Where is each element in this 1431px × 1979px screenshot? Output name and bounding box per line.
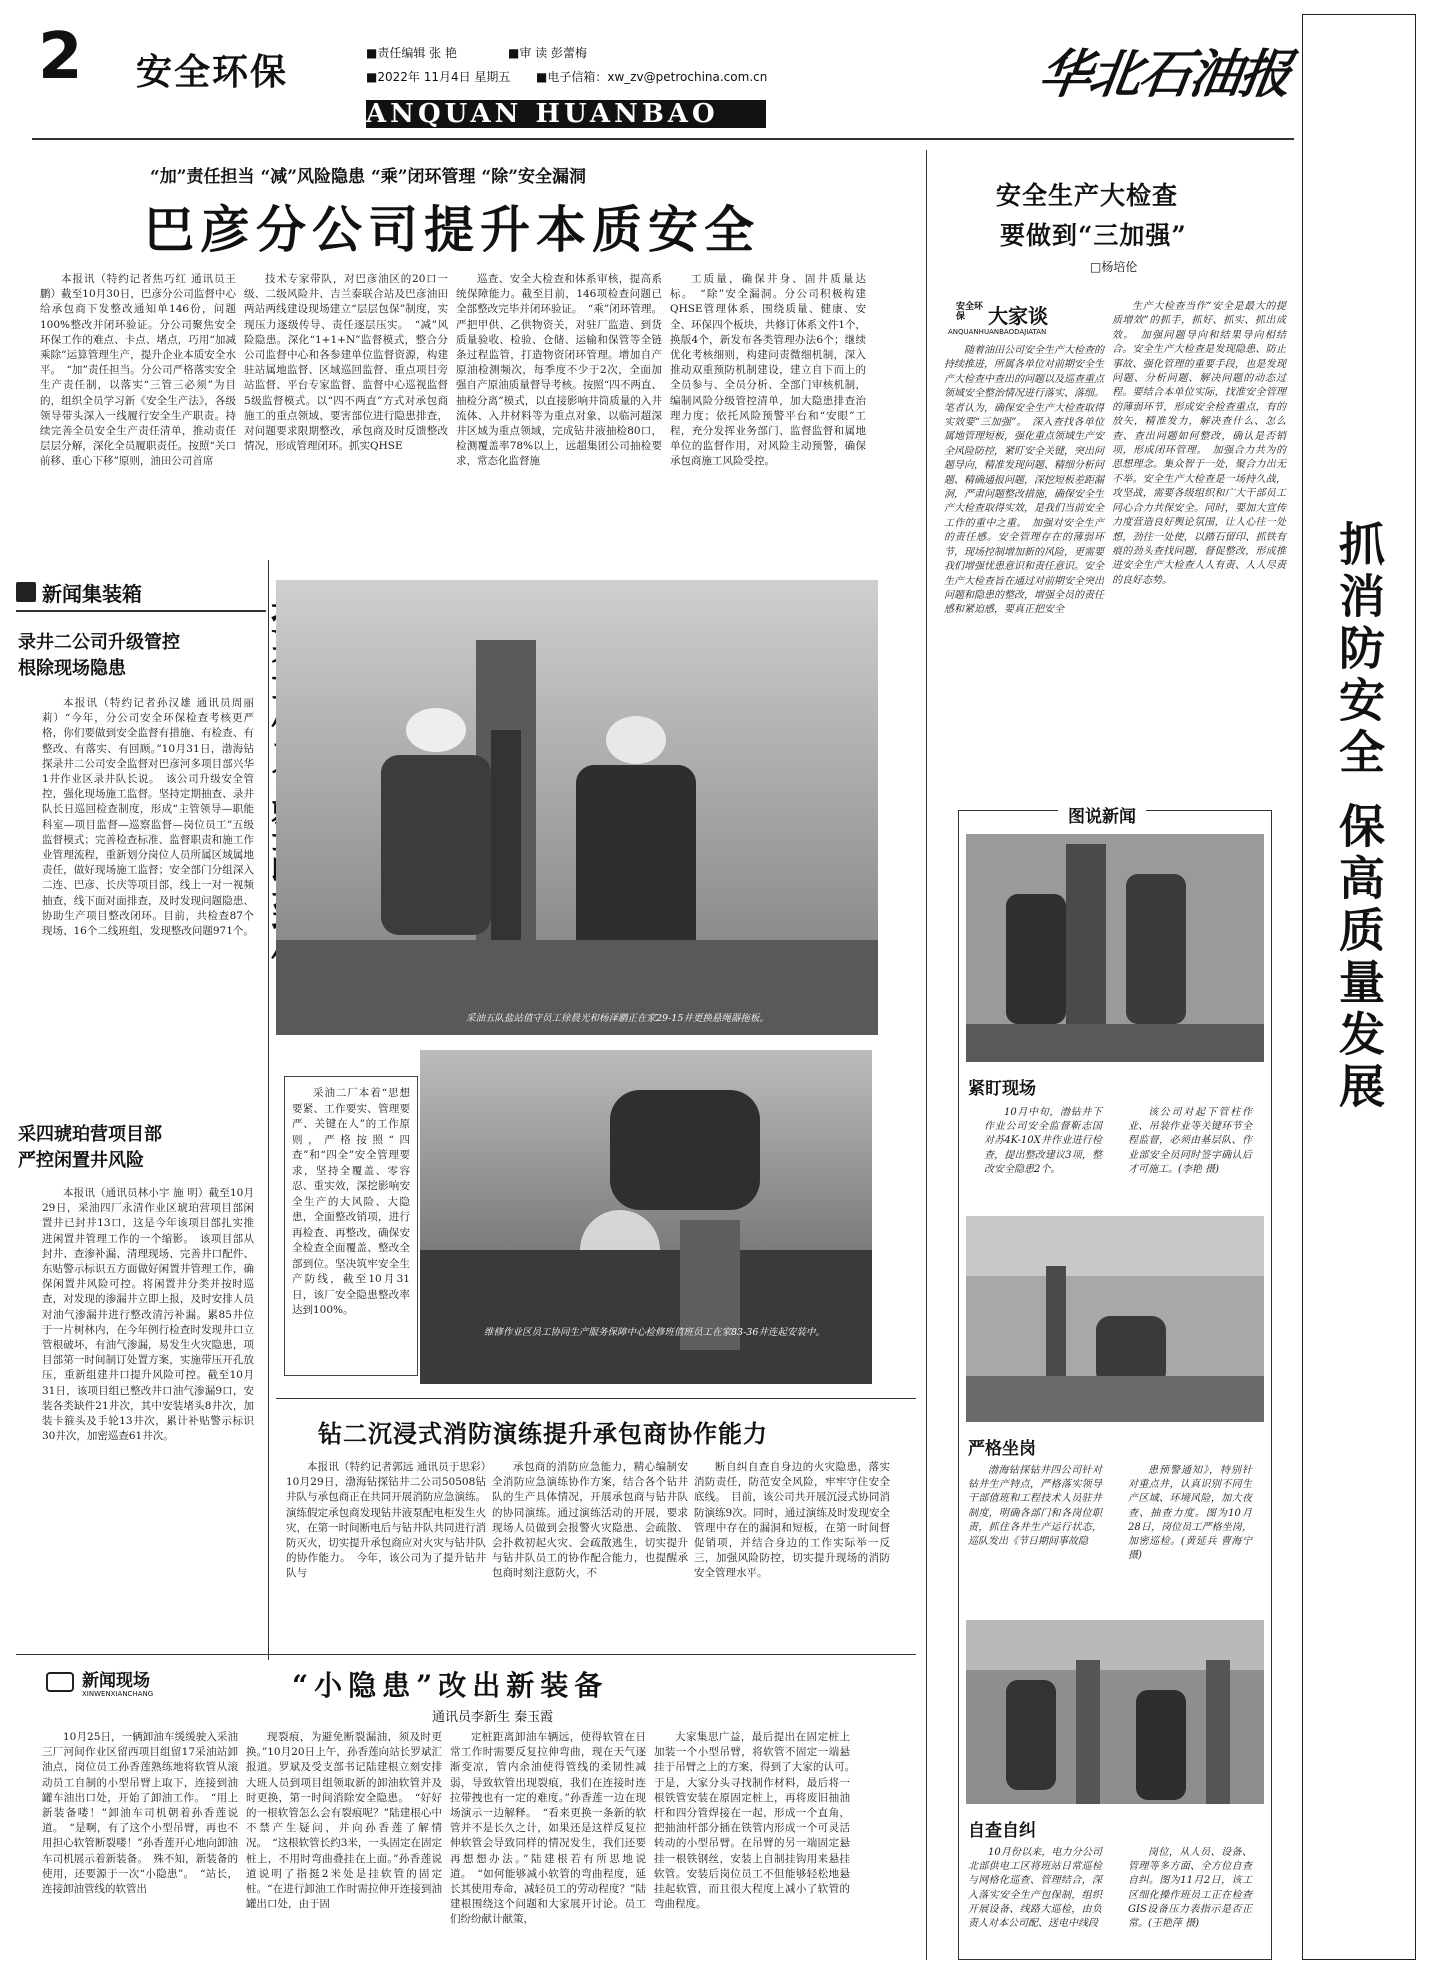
drill-col-1: 本报讯（特约记者郭远 通讯员于思彩）10月29日，渤海钻探钻井二公司50508钻井队与承包商正在共同开展消防应急演练。演练假定承包商发现钻井液泵配电柜发生火灾，在第一时间断电后与钻井队共同进行消防灭火，切实提升承包商应对火灾与钻井队的协作能力。 今年，该公司为了提升钻井队与 bbox=[286, 1461, 486, 1580]
photo-news-3-col-2: 岗位，从人员、设备、管理等多方面、全方位自查自纠。图为11月2日，该工区细化操作班员工正在检查GIS设备压力表指示是否正常。(王艳萍 摄) bbox=[1128, 1847, 1252, 1930]
photo-news-2 bbox=[966, 1216, 1264, 1422]
section-pinyin: ANQUAN HUANBAO bbox=[366, 99, 719, 129]
lead-divider bbox=[926, 150, 927, 810]
column-name: 大家谈 bbox=[988, 304, 1048, 328]
feature-body-frame bbox=[284, 1076, 418, 1376]
photo-news-2-col-1: 渤海钻探钻井四公司针对钻井生产特点，严格落实领导干部值班和工程技术人员驻井制度，明确各部门和各岗位职责，抓住各井生产运行状态，巡队发出《节日期间事故隐 bbox=[968, 1465, 1102, 1548]
feature-body: 采油二厂本着“思想要紧、工作要实、管理要严、关键在人”的工作原则，严格按照“四查”和“四全”安全管理要求，坚持全覆盖、零容忍、重实效，深挖影响安全生产的大风险、大隐患，全面整改销项，进行再检查、再整改，确保安全检查全面覆盖、整改全部到位。坚决筑牢安全生产防线，截至10月31日，该厂安全隐患整改率达到100%。 bbox=[292, 1087, 410, 1316]
news-item-1-title-2: 根除现场隐患 bbox=[18, 658, 126, 679]
feature-photo-1-image bbox=[276, 580, 878, 1035]
vertical-slogan: 抓消防安全 保高质量发展 bbox=[1332, 520, 1386, 1115]
photo-news-1 bbox=[966, 834, 1264, 1062]
lead-col-1: 本报讯（特约记者焦巧红 通讯员王鹏）截至10月30日，巴彦分公司监督中心给承包商下发整改通知单146份，问题100%整改并闭环验证。分公司聚焦安全环保工作的难点、卡点、堵点，巧用“加减乘除”运算管理生产，提升企业本质安全水平。 “加”责任担当。分公司严格落实安全生产责任制，以落实“三管三必须”为目的，组织全员学习新《安全生产法》，各级领导带头深入一线履行安全生产职责。持续完善全员安全生产责任清单，推动责任层层分解，深化全员履职责任。按照“关口前移、重心下移”原则，油田公司首席 bbox=[40, 273, 236, 468]
header-rule bbox=[32, 138, 1294, 140]
feature-photo-2-caption: 维修作业区员工协同生产服务保障中心检修班值班员工在家83-36井连起安装中。 bbox=[484, 1327, 825, 1338]
photo-news-2-image bbox=[966, 1216, 1264, 1422]
lead-col-2: 技术专家带队，对巴彦油区的20口一级、二级风险井、吉兰泰联合站及巴彦油田两站两线建设现场建立“层层包保”制度，实现压力逐级传导、责任逐层压实。 “减”风险隐患。深化“1+1+N”监督模式，整合分公司监督中心和各参建单位监督资源，构建驻站属地监督、区域巡回监督、重点项目旁站监督、平台专家监督、监督中心巡视监督5级监督模式。以“四不两直”方式对承包商施工的重点领域、要害部位进行隐患排查，对问题要求限期整改，承包商及时反馈整改情况，形成管理闭环。抓实QHSE bbox=[244, 273, 448, 453]
scene-label: 新闻现场 bbox=[82, 1671, 150, 1691]
commentary-col-1: 随着油田公司安全生产大检查的持续推进，所属各单位对前期安全生产大检查中查出的问题以及巡查重点领域安全整治情况进行落实、落细。笔者认为，确保安全生产大检查取得实效要“三加强”。 深入查找各单位属地管理短板，强化重点领域生产安全风险防控，紧盯安全关键，突出问题导向，精准发现问题、精细分析问题、精确通报问题，深挖短板差距漏洞，严肃问题整改措施，确保安全生产大检查取得实效，是我们当前安全工作的重中之重。 加强对安全生产的责任感。安全管理存在的薄弱环节，现场控制增加新的风险，更需要我们增强忧患意识和责任意识。安全生产大检查旨在通过对前期安全突出问题和隐患的整改，增强全员的责任感和紧迫感，要真正把安全 bbox=[944, 345, 1104, 616]
drill-col-2: 承包商的消防应急能力，精心编制安全消防应急演练协作方案，结合各个钻井队的生产具体情况，开展承包商与钻井队的协同演练。通过演练活动的开展，要求现场人员做到会报警火灾隐患、会疏散、会扑救初起火灾、会疏散逃生，切实提升与钻井队员工的协作配合能力，也提醒承包商时刻注意防火，不 bbox=[492, 1461, 688, 1580]
news-item-2-title-2: 严控闲置井风险 bbox=[18, 1150, 144, 1171]
scene-title: “小隐患”改出新装备 bbox=[292, 1669, 609, 1702]
commentary-title-1: 安全生产大检查 bbox=[996, 181, 1179, 210]
photo-news-header: 图说新闻 bbox=[1058, 802, 1146, 827]
news-box-icon bbox=[16, 582, 36, 602]
photo-news-3-col-1: 10月份以来，电力分公司北部供电工区将班站日常巡检与网格化巡查、管理结合，深入落实安全生产包保制，组织开展设备、线路大巡检，由负责人对本公司配、送电中线段 bbox=[968, 1847, 1102, 1930]
lead-col-4: 工质量，确保井身、固井质量达标。 “除”安全漏洞。分公司积极构建QHSE管理体系，围绕质量、健康、安全、环保四个板块，共修订体系文件1个，换版4个，新发布各类管理办法6个；继续优化考核细则，构建问责微细机制，深入推动双重预防机制建设，建立自下而上的全员参与、全员分析、全部门审核机制，编制风险分级管控清单，加大隐患排查治理力度；依托风险预警平台和“安眼”工程，充分发挥业务部门、监督监督和属地单位的监督作用，对风险主动预警，确保承包商施工风险受控。 bbox=[670, 273, 866, 468]
masthead-logo: 华北石油报 bbox=[1035, 44, 1294, 105]
drill-col-3: 断自纠自查自身边的火灾隐患，落实消防责任，防范安全风险，牢牢守住安全底线。 目前，该公司共开展沉浸式协同消防演练9次。同时，通过演练及时发现安全管理中存在的漏洞和短板，在第一时间督促销项，并结合身边的工作实际举一反三，加强风险防控，切实提升现场的消防安全管理水平。 bbox=[694, 1461, 890, 1580]
commentary-title-2: 要做到“三加强” bbox=[1000, 221, 1187, 250]
news-item-2-title-1: 采四琥珀营项目部 bbox=[18, 1124, 162, 1145]
date-info: ■2022年 11月4日 星期五 bbox=[366, 70, 511, 84]
photo-news-1-image bbox=[966, 834, 1264, 1062]
photo-news-3 bbox=[966, 1620, 1264, 1804]
email-info: ■电子信箱：xw_zv@petrochina.com.cn bbox=[536, 70, 768, 84]
news-item-2-body: 本报讯（通讯员林小宇 施 明）截至10月29日，采油四厂永清作业区琥珀营项目部闲置井已封井13口，这是今年该项目部扎实推进闲置井管理工作的一个缩影。 该项目部从封井、查渗补漏、清理现场、完善井口配件、东贴警示标识五方面做好闲置井管理工作，确保闲置井风险可控。将闲置井分类并按时巡查，对发现的渗漏井立即上报，及时安排人员对油气渗漏井进行整改清污补漏。累85井位于一片树林内，在今年例行检查时发现井口立管根破坏，有油气渗漏，易发生火灾隐患，项目部第一时间制订处置方案，实施带压开孔放压，重新组建井口提升风险可控。截至10月31日，该项目组已整改井口油气渗漏9口，安装各类缺件21井次，其中安装堵头8井次，加装卡箍头及手轮13井次，累计补贴警示标识30井次，加密巡查61井次。 bbox=[42, 1187, 254, 1443]
editor-info: ■责任编辑 张 艳 bbox=[366, 46, 457, 60]
scene-col-4: 大家集思广益，最后提出在固定桩上加装一个小型吊臂，将软管不固定一端悬挂于吊臂之上的方案，得到了大家的认可。 于是，大家分头寻找制作材料，最后将一根铁管安装在原固定桩上，再将废旧抽油杆和四分管焊接在一起，形成一个直角，把抽油杆部分插在铁管内形成一个可灵活转动的小型吊臂。在吊臂的另一端固定悬挂一根铁钢丝，安装上自制挂钩用来悬挂软管。安装后岗位员工不但能够轻松地悬挂起软管，而且很大程度上减小了软管的弯曲程度。 bbox=[654, 1731, 861, 1911]
feature-photo-1 bbox=[276, 580, 878, 1035]
news-item-1-body: 本报讯（特约记者孙汉雄 通讯员周丽莉）“今年，分公司安全环保检查考核更严格，你们要做到安全监督有措施、有检查、有整改、有落实、有回顾。”10月31日，渤海钻探录井二公司安全监督对巴彦河多项目部兴华1井作业区录井队长说。 该公司升级安全管控，强化现场施工监督。坚持定期抽查、录井队长日巡回检查制度，形成“主管领导—职能科室—项目监督—巡察监督—岗位员工”五级监督模式；完善检查标准、监督职责和施工作业管理流程，重新划分岗位人员所属区域属地责任，做好现场施工监督；安全部门分组深入二连、巴彦、长庆等项目部，线上一对一视频抽查，线下面对面排查，及时发现问题隐患、协助生产项目整改闭环。目前，共检查87个现场、16个二线班组，发现整改问题971个。 bbox=[42, 697, 254, 938]
drill-rule bbox=[276, 1398, 916, 1399]
page-number: 2 bbox=[38, 20, 83, 94]
news-box-rule bbox=[16, 610, 266, 612]
feature-right-divider bbox=[926, 810, 927, 1960]
lead-kicker: “加”责任担当 “减”风险隐患 “乘”闭环管理 “除”安全漏洞 bbox=[150, 167, 586, 187]
commentary-logo bbox=[940, 300, 1090, 340]
photo-news-1-title: 紧盯现场 bbox=[968, 1079, 1036, 1099]
lead-title: 巴彦分公司提升本质安全 bbox=[144, 201, 760, 259]
photo-news-2-title: 严格坐岗 bbox=[968, 1439, 1036, 1459]
feature-photo-1-caption: 采油五队盐站值守员工徐晨光和杨泽鹏正在家29-15井更换悬绳器拖板。 bbox=[466, 1013, 769, 1024]
photo-news-3-image bbox=[966, 1620, 1264, 1804]
scene-label-box bbox=[46, 1666, 226, 1706]
column-pinyin: ANQUANHUANBAODAJIATAN bbox=[948, 328, 1047, 336]
scene-rule bbox=[16, 1654, 916, 1655]
photo-news-1-col-1: 10月中旬，渤钻井下作业公司安全监督靳志国对苏4K-10X井作业进行检查，提出整改建议3项，整改安全隐患2个。 bbox=[984, 1107, 1102, 1175]
scene-pinyin: XINWENXIANCHANG bbox=[82, 1690, 154, 1698]
photo-news-1-col-2: 该公司对起下管柱作业、吊装作业等关键环节全程监督，必须由基层队、作业部安全员同时签字确认后才可施工。(李艳 摄) bbox=[1128, 1107, 1252, 1175]
column-tag: 安全环保 bbox=[956, 302, 984, 322]
commentary-col-2: 生产大检查当作“安全是最大的提质增效”的抓手，抓好、抓实、抓出成效。 加强问题导向和结果导向相结合。安全生产大检查是发现隐患、防止事故、强化管理的重要手段，也是发现问题、分析问题、解决问题的动态过程。要结合本单位实际，找准安全管理的薄弱环节，形成安全检查重点，有的放矢，精准发力，解决查什么、怎么查、查出问题如何整改，确认是否销项，形成闭环管理。 加强合力共为的思想理念。集众智于一处，聚合力出无不举。安全生产大检查是一场持久战，攻坚战，需要各级组织和广大干部员工同心合力共保安全。同时，要加大宣传力度营造良好舆论氛围，让人心往一处想，劲往一处使，以踏石留印、抓铁有痕的劲头查找问题，督促整改，形成推进安全生产大检查人人有责、人人尽责的良好态势。 bbox=[1112, 301, 1286, 586]
commentary-author: □杨培伦 bbox=[1090, 260, 1138, 274]
scene-col-3: 定桩距离卸油车辆远，使得软管在日常工作时需要反复拉伸弯曲，现在天气逐渐变凉，管内余油使得管线的柔韧性减弱，导致软管出现裂痕，我们在连接时连拉带拽也有一定的难度。”孙香莲一边在现场演示一边解释。 “看来更换一条新的软管并不是长久之计，如果还是这样反复拉伸软管会导致同样的情况发生，我们还要再想想办法。”陆建根若有所思地说道。 “如何能够减小软管的弯曲程度，延长其使用寿命，减轻员工的劳动程度？”陆建根围绕这个问题和大家展开讨论。员工们纷纷献计献策， bbox=[450, 1731, 646, 1926]
drill-title: 钻二沉浸式消防演练提升承包商协作能力 bbox=[318, 1419, 768, 1448]
scene-byline: 通讯员李新生 秦玉霞 bbox=[432, 1710, 554, 1725]
scene-col-2: 现裂痕，为避免断裂漏油，须及时更换。”10月20日上午，孙香莲向站长罗斌汇报道。罗斌及受支部书记陆建根立刻安排大班人员到项目组领取新的卸油软管并及时更换，第一时间消除安全隐患。 “好好的一根软管怎么会有裂痕呢？”陆建根心中不禁产生疑问，并向孙香莲了解情况。 “这根软管长约3米，一头固定在固定桩上，不用时弯曲叠挂在上面。”孙香莲说道说明了指挺2米处是挂软管的固定桩。“在进行卸油工作时需拉伸开连接到油罐出口处，由于固 bbox=[246, 1731, 442, 1911]
scene-col-1: 10月25日，一辆卸油车缓缓驶入采油三厂河间作业区留西项目组留17采油站卸油点，岗位员工孙香莲熟练地将软管从滚动员工自制的小型吊臂上取下，连接到油罐车油出口处，开始了卸油工作。 “用上新装备喽！”卸油车司机朝着孙香莲说道。 “是啊，有了这个小型吊臂，再也不用担心软管断裂喽！”孙香莲开心地向卸油车司机展示着新装备。 殊不知，新装备的使用，还要源于一次“小隐患”。 “站长，连接卸油管线的软管出 bbox=[42, 1731, 238, 1896]
news-box-title: 新闻集装箱 bbox=[42, 582, 142, 606]
section-name: 安全环保 bbox=[136, 52, 289, 93]
lead-col-3: 巡查、安全大检查和体系审核，提高系统保障能力。截至目前，146项检查问题已全部整改完毕并闭环验证。 “乘”闭环管理。严把甲供、乙供物资关，对驻厂监造、到货质量验收、检验、仓储、运输和保管等全链条过程监管，打造物资闭环管理。增加自产原油检测频次，每季度不少于2次，全面加强自产原油质量督导考核。按照“四不两直、抽检分离”模式，以直接影响井筒质量的入井流体、入井材料等为重点对象，以临河超深井区域为重点领域，完成钻井液抽检80口，检测覆盖率78%以上，远超集团公司抽检要求，常态化监督施 bbox=[456, 273, 662, 468]
photo-news-2-col-2: 患预警通知》，特别针对重点井，认真识别不同生产区域、环境风险，加大夜查、抽查力度。图为10月28日，岗位员工严格坐岗，加密巡检。(黄延兵 曹海宁 摄) bbox=[1128, 1465, 1252, 1562]
photo-news-3-title: 自查自纠 bbox=[968, 1821, 1036, 1841]
camera-icon bbox=[46, 1672, 74, 1692]
news-item-1-title-1: 录井二公司升级管控 bbox=[18, 632, 180, 653]
review-info: ■审 读 彭蕾梅 bbox=[508, 46, 587, 60]
news-box-header bbox=[16, 578, 186, 606]
